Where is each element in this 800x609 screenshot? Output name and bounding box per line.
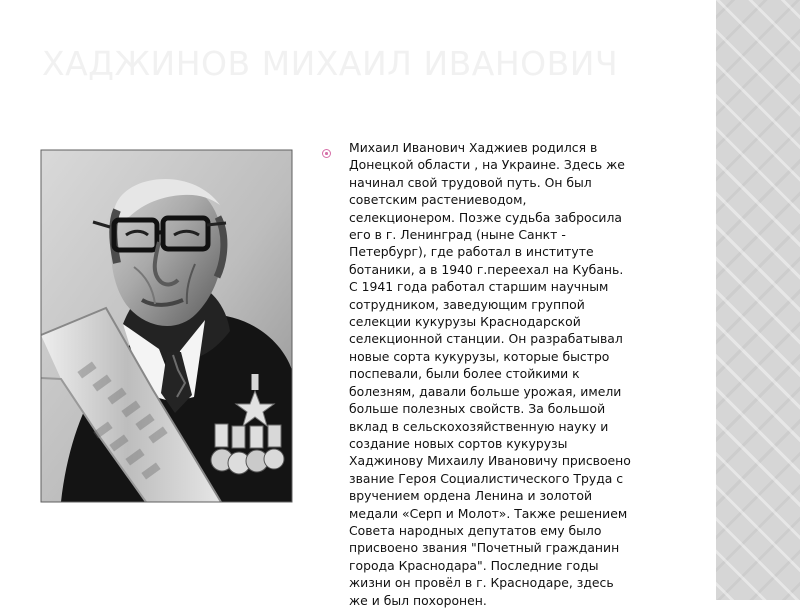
portrait-photo-image [41,150,292,502]
biography-text: Михаил Иванович Хаджиев родился в Донецкой области , на Украине. Здесь же начинал свой трудовой путь. Он был советским растениеводом, селекционером. Позже судьба забросила его в г. Ленинград (ныне Санкт - Петербург), где работал в институте ботаники, а в 1940 г.переехал на Кубань. С 1941 года работал старшим научным сотрудником, заведующим группой селекции кукурузы Краснодарской селекционной станции. Он разрабатывал новые сорта кукурузы, которые быстро поспевали, были более стойкими к болезням, давали больше урожая, имели больше полезных свойств. За большой вклад в сельскохозяйственную науку и создание новых сортов кукурузы Хаджинову Михаилу Ивановичу присвоено звание Героя Социалистического Труда с вручением ордена Ленина и золотой медали «Серп и Молот». Также решением Совета народных депутатов ему было присвоено звания "Почетный гражданин города Краснодара". Последние годы жизни он провёл в г. Краснодаре, здесь же и был похоронен. [349,140,631,608]
bullet-circle-icon [322,149,331,158]
slide-title: ХАДЖИНОВ МИХАИЛ ИВАНОВИЧ [42,44,619,83]
decorative-pattern-panel [716,0,800,600]
portrait-photo [41,150,292,502]
